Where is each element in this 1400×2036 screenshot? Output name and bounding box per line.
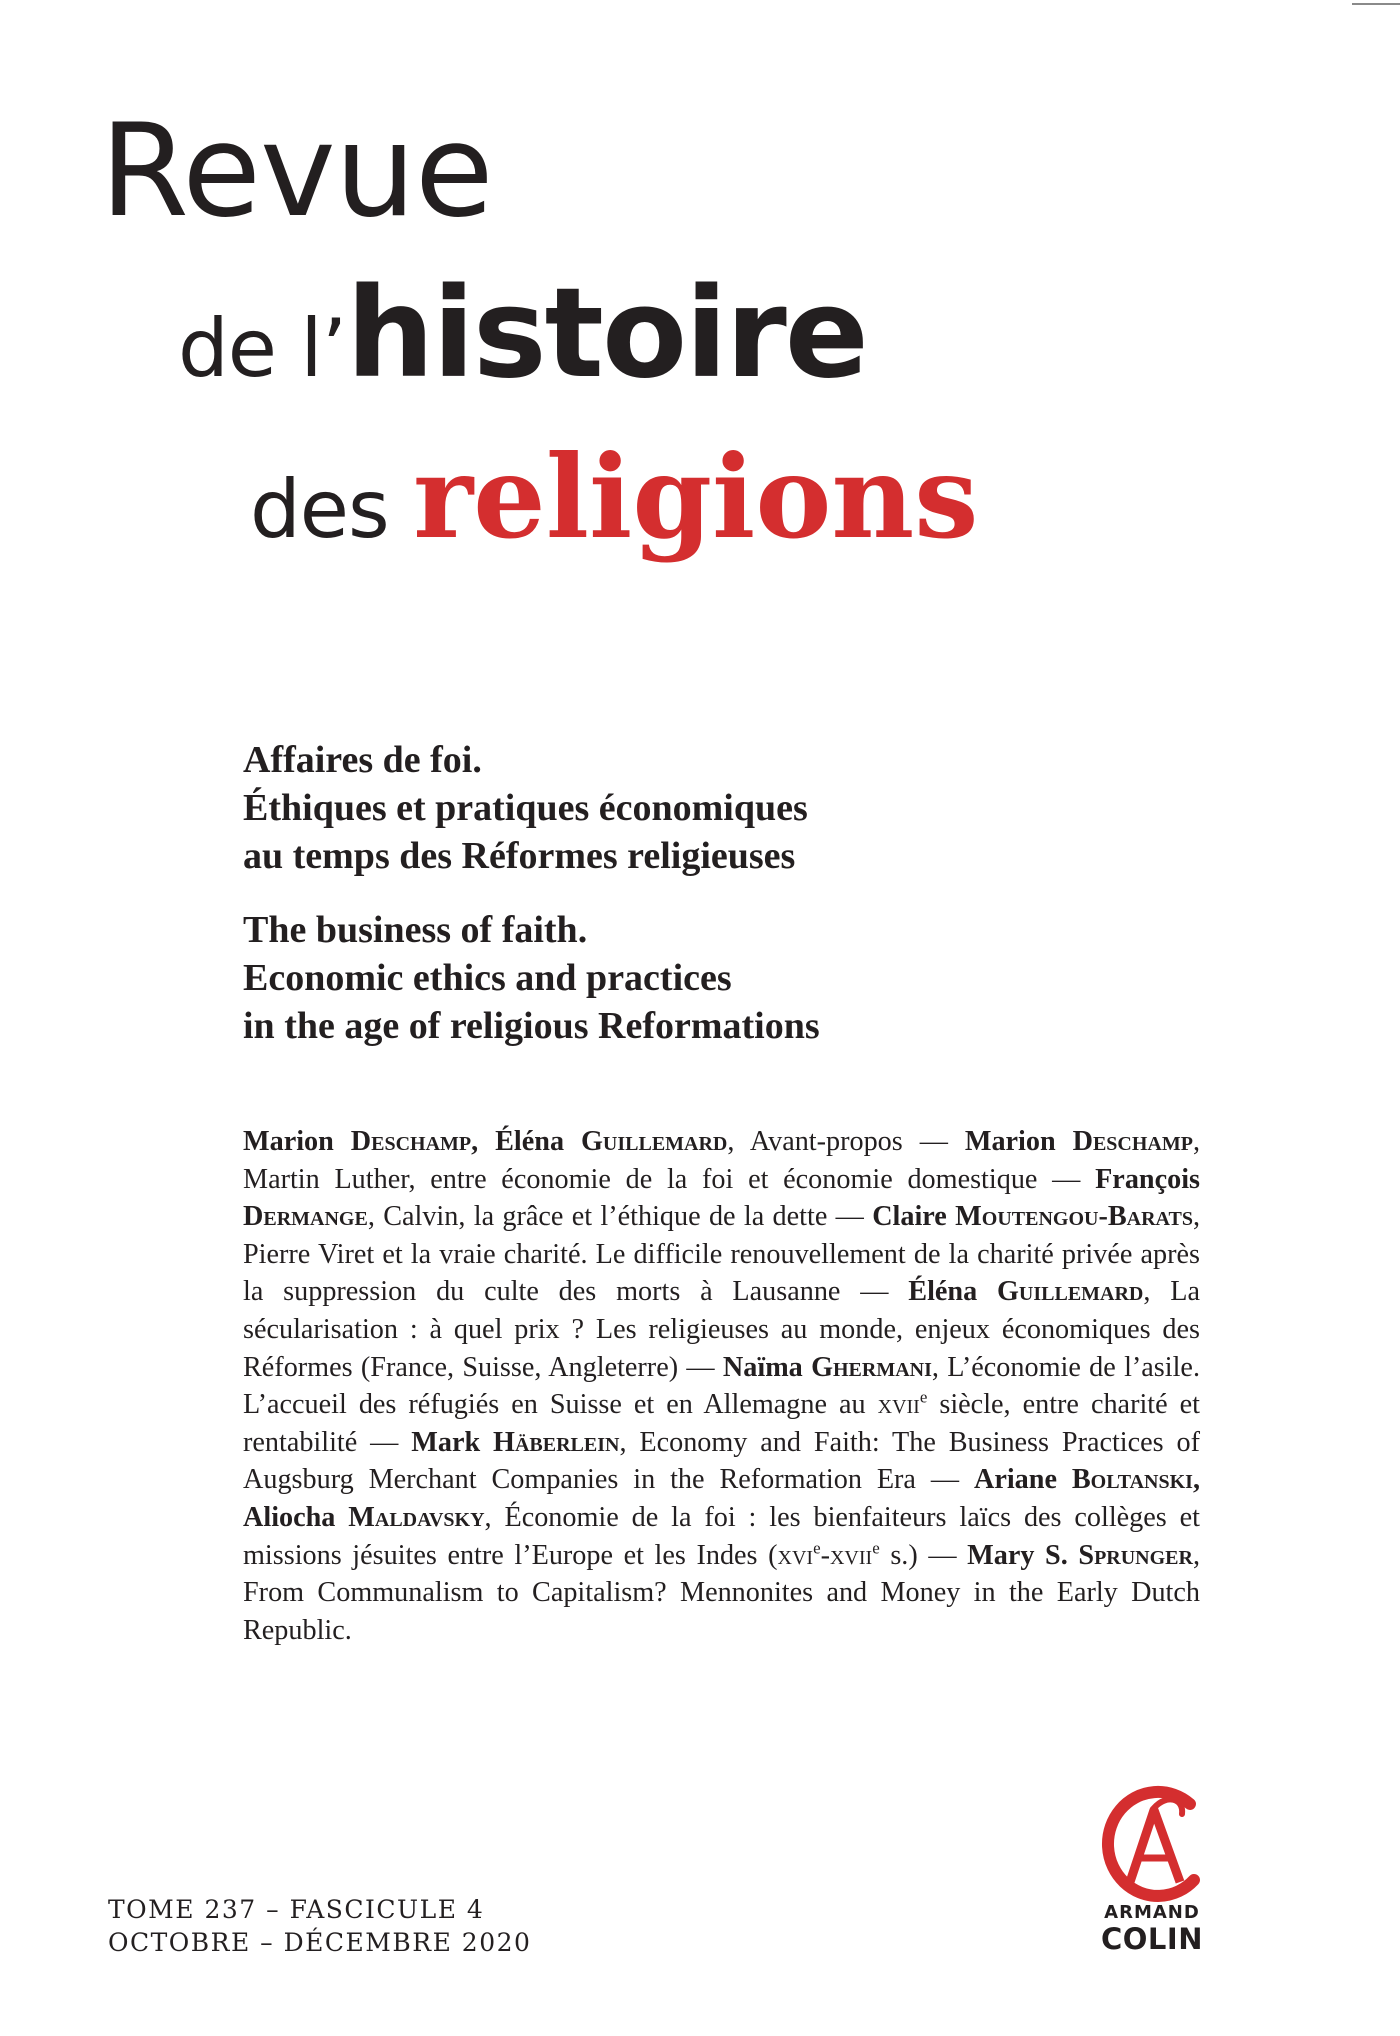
author-name: Éléna Guillemard [908, 1276, 1144, 1308]
issue-title-english [243, 906, 1243, 1050]
author-name: Marion Deschamp [964, 1126, 1193, 1157]
corner-rule [1352, 3, 1400, 5]
issue-info [108, 1893, 531, 1959]
issue-date: OCTOBRE – DÉCEMBRE 2020 [108, 1928, 532, 1957]
publisher-name-line-2: COLIN [1101, 1922, 1203, 1956]
article-title: , Pierre Viret et la vraie charité. Le difficile renouvellement de la charité privée après la suppression du culte des morts à Lausanne — [243, 1201, 1200, 1308]
author-name: Ariane Boltanski, Aliocha Maldavsky [243, 1464, 1200, 1533]
article-title: , Économie de la foi : les bienfaiteurs laïcs des collèges et missions jésuites entre l’Europe et les Indes (xvi$^e$-xvii$^e$ s.) — [243, 1501, 1200, 1571]
journal-title-de: de l’ [178, 302, 347, 395]
article-title: , Martin Luther, entre économie de la foi et économie domestique — [243, 1126, 1201, 1195]
table-of-contents [243, 1123, 1200, 1649]
issue-title-line: in the age of religious Reformations [243, 1005, 820, 1047]
journal-title-des: des [250, 463, 414, 556]
journal-title-revue: Revue [100, 97, 493, 246]
article-title: , From Communalism to Capitalism? Mennonites and Money in the Early Dutch Republic. [243, 1539, 1201, 1646]
author-name: Marion Deschamp, Éléna Guillemard [243, 1126, 728, 1157]
issue-title-line: Affaires de foi. [243, 739, 482, 781]
author-name: Naïma Ghermani [722, 1351, 932, 1383]
issue-title-line: Éthiques et pratiques économiques [243, 787, 808, 829]
article-title: , Calvin, la grâce et l’éthique de la dette — [367, 1201, 873, 1233]
article-title: , L’économie de l’asile. L’accueil des réfugiés en Suisse et en Allemagne au xvii$^e$ siècle, entre charité et rentabilité — [243, 1351, 1200, 1458]
issue-title-french [243, 736, 1243, 880]
article-title: , Avant-propos — [727, 1126, 965, 1157]
issue-volume: TOME 237 – FASCICULE 4 [108, 1895, 485, 1924]
article-title: , Economy and Faith: The Business Practices of Augsburg Merchant Companies in the Reformation Era — [243, 1426, 1201, 1496]
author-name: Mary S. Sprunger [967, 1539, 1193, 1571]
journal-title-line-3 [250, 430, 979, 564]
journal-title-line-2 [178, 262, 867, 406]
author-name: Mark Häberlein [411, 1426, 620, 1458]
journal-title-religions: religions [413, 430, 979, 564]
issue-title-line: au temps des Réformes religieuses [243, 835, 796, 877]
article-title: , La sécularisation : à quel prix ? Les religieuses au monde, enjeux économiques des Réformes (France, Suisse, Angleterre) — [243, 1276, 1200, 1383]
author-name: François Dermange [243, 1163, 1200, 1233]
issue-title-line: The business of faith. [243, 909, 588, 951]
publisher-name-line-1: ARMAND [1104, 1902, 1200, 1923]
issue-title-line: Economic ethics and practices [243, 957, 732, 999]
author-name: Claire Moutengou-Barats [872, 1201, 1193, 1233]
journal-title-histoire: histoire [346, 262, 867, 406]
